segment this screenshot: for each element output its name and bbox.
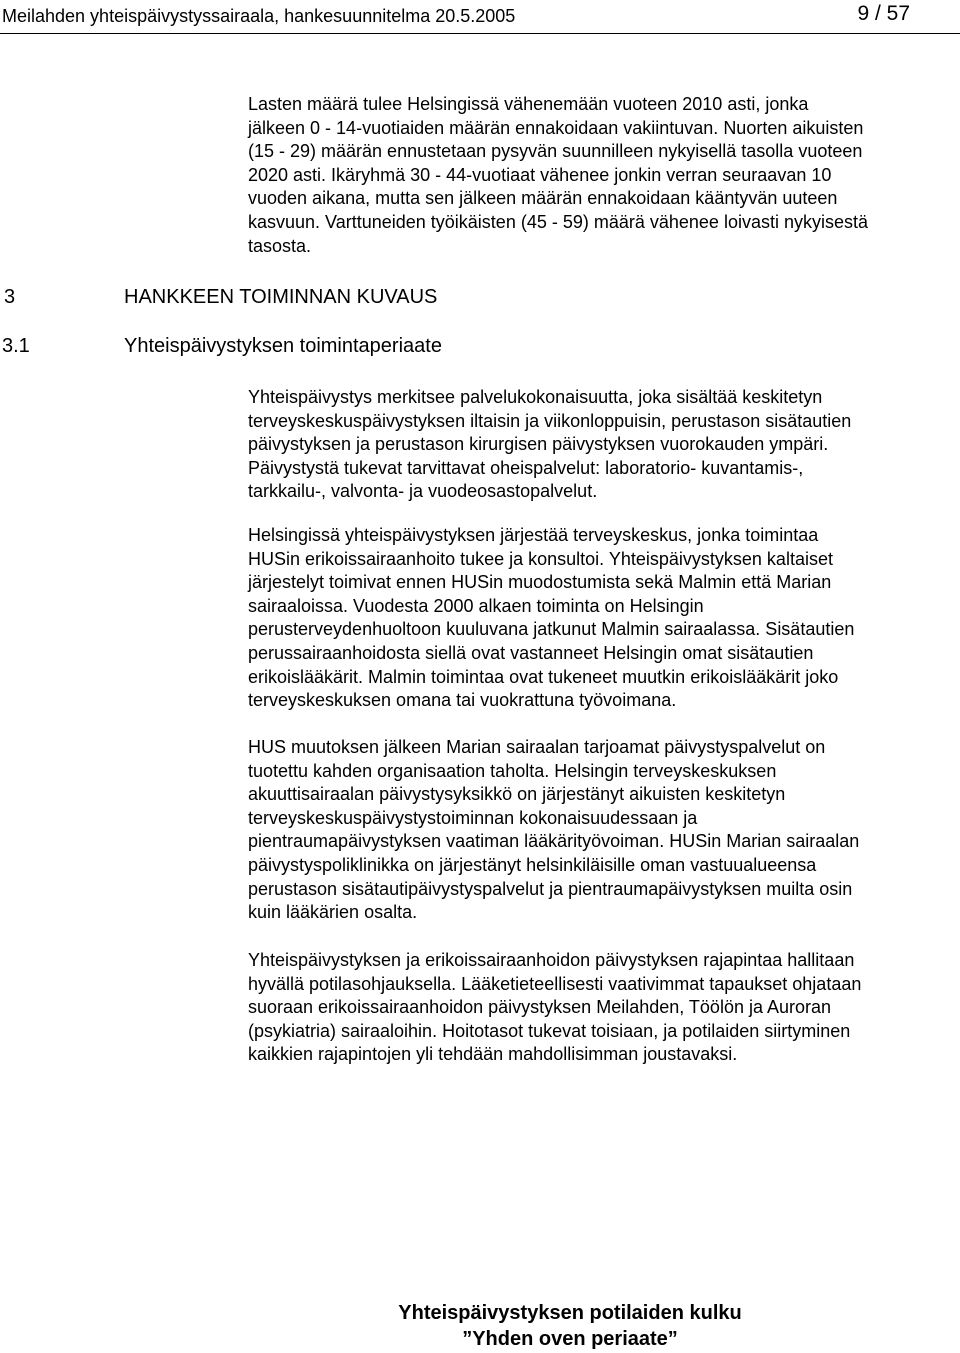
document-title: Meilahden yhteispäivystyssairaala, hankesuunnitelma 20.5.2005 [2,6,516,26]
paragraph: Helsingissä yhteispäivystyksen järjestää terveyskeskus, jonka toimintaa HUSin erikoissairaanhoito tukee ja konsultoi. Yhteispäivystyksen kaltaiset järjestelyt toimivat ennen HUSin muodostumista sekä Malmin että Marian sairaaloissa. Vuodesta 2000 alkaen toiminta on Helsingin perusterveydenhuoltoon kuuluvana jatkunut Malmin sairaalassa. Sisätautien perussairaanhoidosta siellä ovat vastanneet Helsingin omat sisätautien erikoislääkärit. Malmin toimintaa ovat tukeneet muutkin erikoislääkärit joko terveyskeskuksen omana tai vuokrattuna työvoimana. [248,525,855,711]
paragraph: HUS muutoksen jälkeen Marian sairaalan tarjoamat päivystyspalvelut on tuotettu kahden organisaation taholta. Helsingin terveyskeskuksen akuuttisairaalan päivystysyksikkö on järjestänyt aikuisten keskitetyn terveyskeskuspäivystystoiminnan kokonaisuudessaan ja pientraumapäivystyksen vaatiman lääkärityövoiman. HUSin Marian sairaalan päivystyspoliklinikka on järjestänyt helsinkiläisille oman vastuualueensa perustason sisätautipäivystyspalvelut ja pientraumapäivystyksen muilta osin kuin lääkärien osalta. [248,737,860,923]
figure-caption [380,1300,760,1352]
header-divider [0,33,960,34]
section-number: 3 [4,286,16,308]
figure-caption-line2: ”Yhden oven periaate” [462,1328,678,1350]
page-number: 9 / 57 [857,2,910,25]
subsection-number: 3.1 [2,335,30,357]
page-header [0,0,960,36]
intro-paragraph: Lasten määrä tulee Helsingissä vähenemään vuoteen 2010 asti, jonka jälkeen 0 - 14-vuotiaiden määrän ennakoidaan vakiintuvan. Nuorten aikuisten (15 - 29) määrän ennustetaan pysyvän suunnilleen nykyisellä tasolla vuoteen 2020 asti. Ikäryhmä 30 - 44-vuotiaat vähenee jonkin verran seuraavan 10 vuoden aikana, mutta sen jälkeen määrän ennakoidaan kääntyvän uuteen kasvuun. Varttuneiden työikäisten (45 - 59) määrä vähenee loivasti nykyisestä tasosta. [248,94,868,256]
subsection-title: Yhteispäivystyksen toimintaperiaate [124,335,442,357]
section-title: HANKKEEN TOIMINNAN KUVAUS [124,286,438,308]
paragraph: Yhteispäivystyksen ja erikoissairaanhoidon päivystyksen rajapintaa hallitaan hyvällä potilasohjauksella. Lääketieteellisesti vaativimmat tapaukset ohjataan suoraan erikoissairaanhoidon päivystyksen Meilahden, Töölön ja Auroran (psykiatria) sairaaloihin. Hoitotasot tukevat toisiaan, ja potilaiden siirtyminen kaikkien rajapintojen yli tehdään mahdollisimman joustavaksi. [248,950,862,1065]
figure-caption-line1: Yhteispäivystyksen potilaiden kulku [398,1302,742,1324]
paragraph: Yhteispäivystys merkitsee palvelukokonaisuutta, joka sisältää keskitetyn terveyskeskuspäivystyksen iltaisin ja viikonloppuisin, perustason sisätautien päivystyksen ja perustason kirurgisen päivystyksen vuorokauden ympäri. Päivystystä tukevat tarvittavat oheispalvelut: laboratorio- kuvantamis-, tarkkailu-, valvonta- ja vuodeosastopalvelut. [248,387,852,502]
